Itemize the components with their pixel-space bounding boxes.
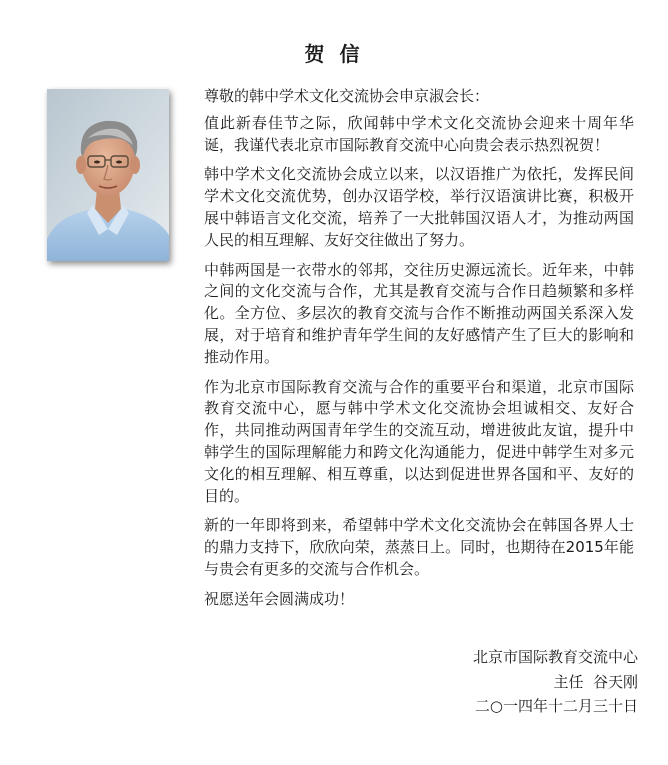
signature-block (473, 645, 638, 719)
letter-paragraph: 韩中学术文化交流协会成立以来，以汉语推广为依托，发挥民间学术文化交流优势，创办汉语学校，举行汉语演讲比赛，积极开展中韩语言文化交流，培养了一大批韩国汉语人才，为推动两国人民的相互理解、友好交往做出了努力。 (204, 165, 634, 249)
letter-title: 贺 信 (304, 42, 364, 66)
portrait-photo (47, 89, 169, 261)
signature-signer: 主任 谷天刚 (553, 672, 638, 691)
letter-paragraph: 中韩两国是一衣带水的邻邦，交往历史源远流长。近年来，中韩之间的文化交流与合作，尤其是教育交流与合作日趋频繁和多样化。全方位、多层次的教育交流与合作不断推动两国关系深入发展，对于培育和维护青年学生间的友好感情产生了巨大的影响和推动作用。 (204, 260, 634, 366)
letter-closing: 祝愿送年会圆满成功！ (204, 589, 355, 608)
portrait-icon (47, 89, 169, 261)
letter-paragraph: 作为北京市国际教育交流与合作的重要平台和渠道，北京市国际教育交流中心，愿与韩中学术文化交流协会坦诚相交、友好合作，共同推动两国青年学生的交流互动，增进彼此友谊，提升中韩学生的国际理解能力和跨文化沟通能力，促进中韩学生对多元文化的相互理解、相互尊重，以达到促进世界各国和平、友好的目的。 (204, 377, 634, 505)
letter-body (204, 86, 634, 619)
signature-organization: 北京市国际教育交流中心 (472, 648, 638, 666)
signature-date: 二○一四年十二月三十日 (474, 697, 638, 715)
letter-paragraph: 新的一年即将到来，希望韩中学术文化交流协会在韩国各界人士的鼎力支持下，欣欣向荣，蒸蒸日上。同时，也期待在2015年能与贵会有更多的交流与合作机会。 (204, 516, 634, 578)
letter-paragraph: 值此新春佳节之际，欣闻韩中学术文化交流协会迎来十周年华诞，我谨代表北京市国际教育交流中心向贵会表示热烈祝贺！ (204, 113, 634, 154)
letter-greeting: 尊敬的韩中学术文化交流协会申京淑会长： (204, 87, 490, 105)
